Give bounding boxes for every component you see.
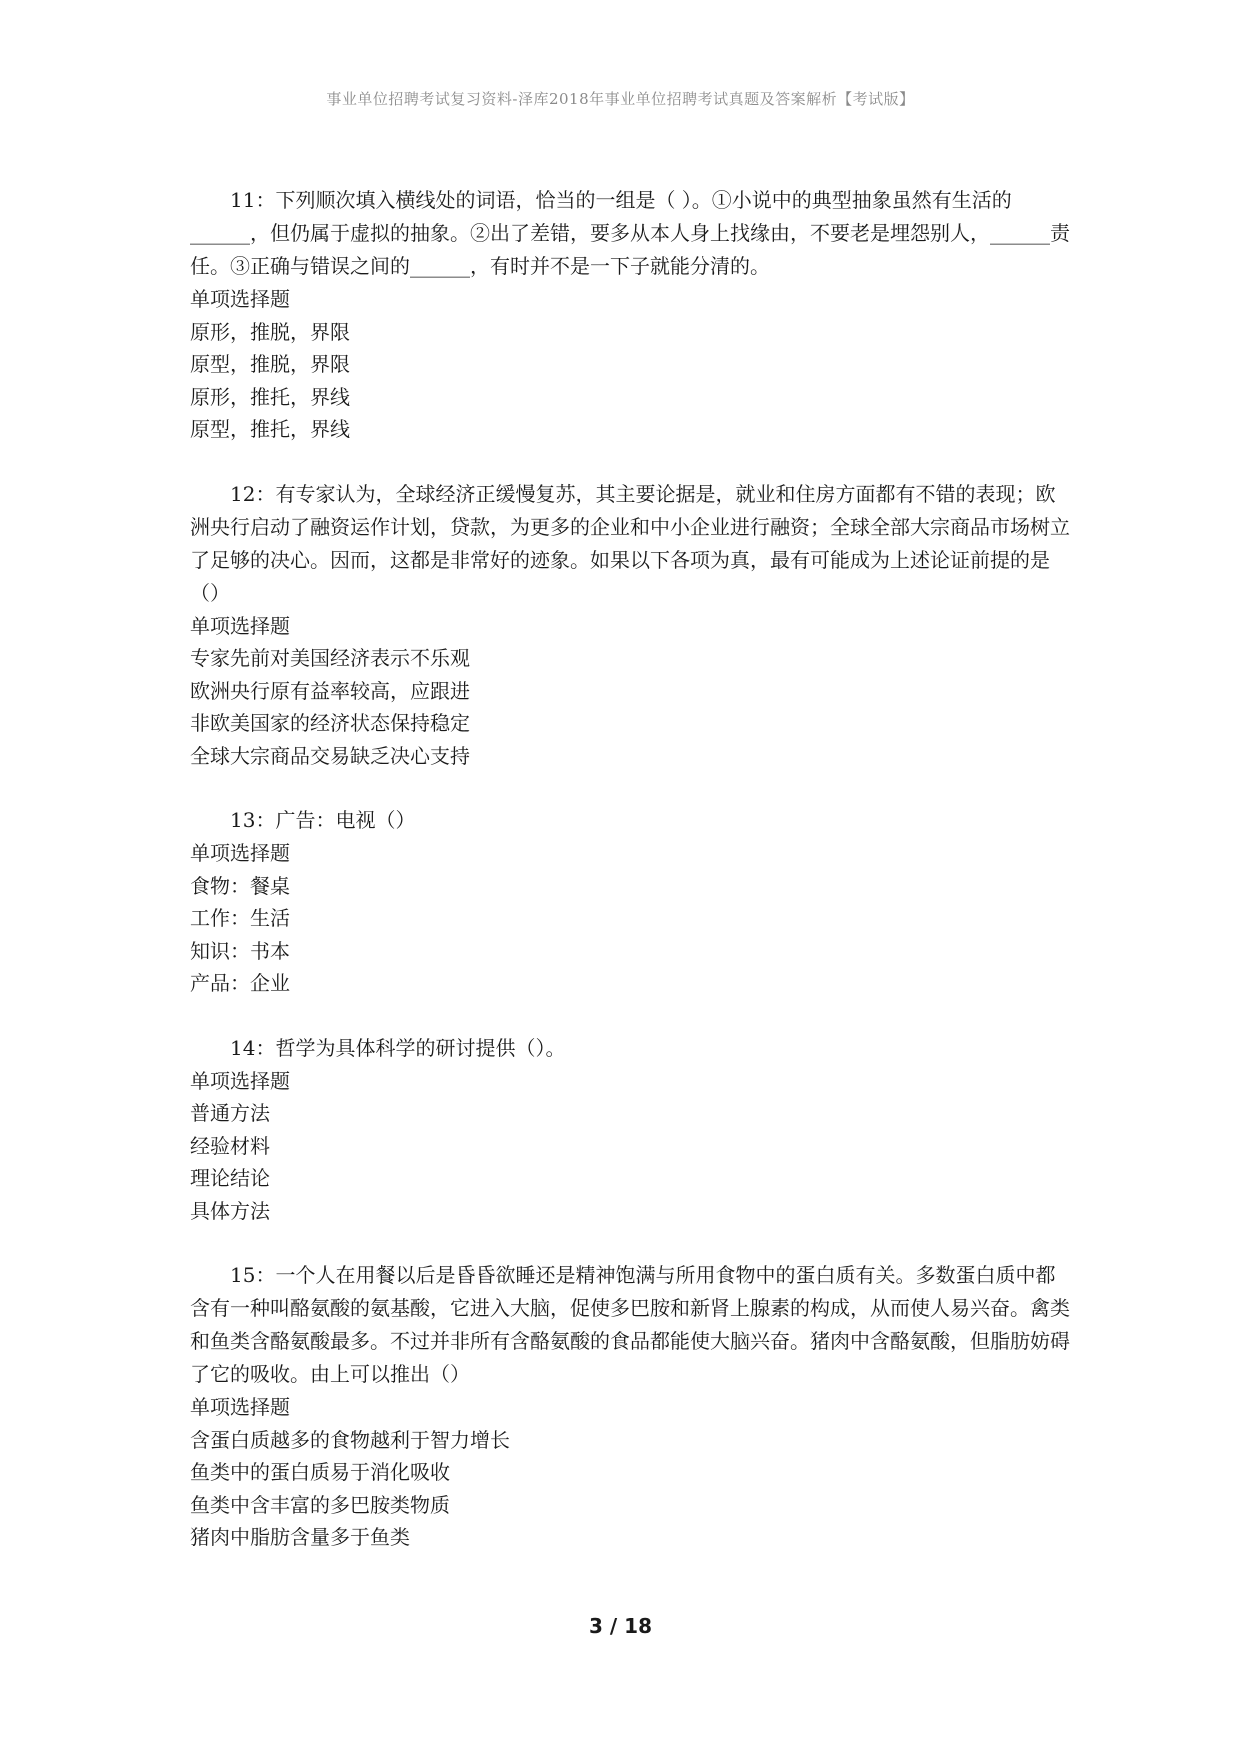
option-d: 全球大宗商品交易缺乏决心支持 <box>190 743 470 768</box>
option-b: 鱼类中的蛋白质易于消化吸收 <box>190 1460 450 1484</box>
page-header: 事业单位招聘考试复习资料-泽库2018年事业单位招聘考试真题及答案解析【考试版】 <box>326 90 915 108</box>
option-c: 知识：书本 <box>190 938 290 963</box>
question-type: 单项选择题 <box>190 1395 290 1419</box>
option-d: 原型，推托，界线 <box>190 417 350 441</box>
question-type: 单项选择题 <box>190 1068 290 1093</box>
question-stem: 12：有专家认为，全球经济正缓慢复苏，其主要论据是，就业和住房方面都有不错的表现；欧洲央行启动了融资运作计划，贷款，为更多的企业和中小企业进行融资；全球全部大宗商品市场树立了足够的决心。因而，这都是非常好的迹象。如果以下各项为真，最有可能成为上述论证前提的是（） <box>190 481 1070 605</box>
option-a: 食物：餐桌 <box>190 873 290 898</box>
page-number: 3 / 18 <box>589 1614 652 1638</box>
option-a: 专家先前对美国经济表示不乐观 <box>190 646 470 670</box>
question-11 <box>190 184 1070 446</box>
question-type: 单项选择题 <box>190 287 290 311</box>
question-13 <box>190 804 1070 1000</box>
question-15 <box>190 1259 1070 1554</box>
option-d: 产品：企业 <box>190 971 290 995</box>
option-c: 非欧美国家的经济状态保持稳定 <box>190 711 470 735</box>
question-14 <box>190 1032 1070 1228</box>
question-stem: 14：哲学为具体科学的研讨提供（）。 <box>230 1035 566 1060</box>
question-stem: 13：广告：电视（） <box>230 808 416 832</box>
option-c: 鱼类中含丰富的多巴胺类物质 <box>190 1492 450 1517</box>
option-c: 原形，推托，界线 <box>190 384 350 409</box>
option-c: 理论结论 <box>190 1166 270 1190</box>
option-a: 普通方法 <box>190 1101 270 1125</box>
option-a: 含蛋白质越多的食物越利于智力增长 <box>190 1427 510 1452</box>
option-d: 具体方法 <box>190 1198 270 1223</box>
option-b: 欧洲央行原有益率较高，应跟进 <box>190 678 470 703</box>
option-d: 猪肉中脂肪含量多于鱼类 <box>190 1525 410 1549</box>
option-b: 经验材料 <box>190 1133 270 1158</box>
question-type: 单项选择题 <box>190 613 290 638</box>
option-b: 原型，推脱，界限 <box>190 352 350 376</box>
question-type: 单项选择题 <box>190 841 290 865</box>
question-12 <box>190 478 1070 773</box>
question-list <box>190 184 1070 1586</box>
question-stem: 11：下列顺次填入横线处的词语，恰当的一组是（ ）。①小说中的典型抽象虽然有生活的______，但仍属于虚拟的抽象。②出了差错，要多从本人身上找缘由，不要老是埋怨别人，______责任。③正确与错误之间的______，有时并不是一下子就能分清的。 <box>190 188 1070 278</box>
option-b: 工作：生活 <box>190 906 290 930</box>
option-a: 原形，推脱，界限 <box>190 319 350 344</box>
question-stem: 15：一个人在用餐以后是昏昏欲睡还是精神饱满与所用食物中的蛋白质有关。多数蛋白质中都含有一种叫酪氨酸的氨基酸，它进入大脑，促使多巴胺和新肾上腺素的构成，从而使人易兴奋。禽类和鱼类含酪氨酸最多。不过并非所有含酪氨酸的食品都能使大脑兴奋。猪肉中含酪氨酸，但脂肪妨碍了它的吸收。由上可以推出（） <box>190 1263 1070 1386</box>
